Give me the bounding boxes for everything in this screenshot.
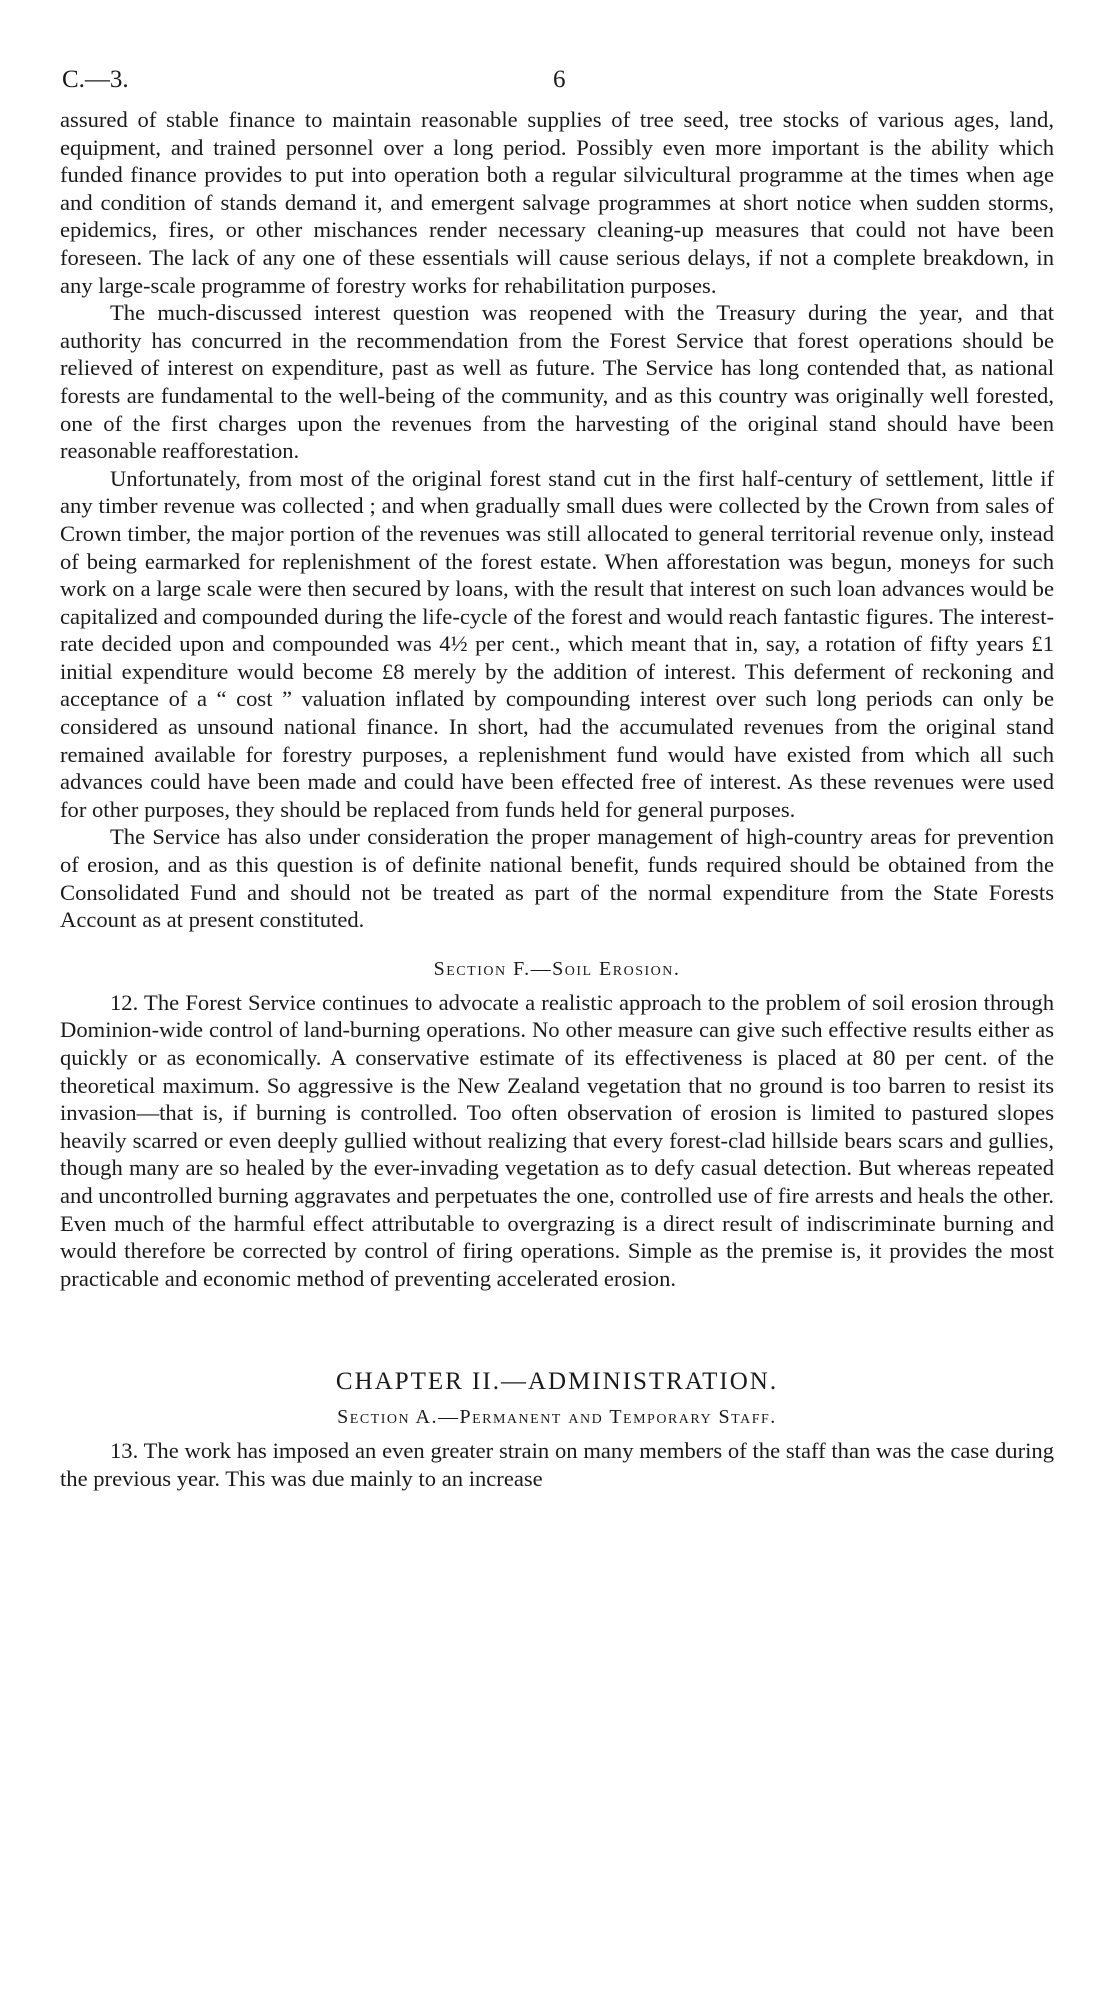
page-header [60, 66, 1054, 106]
document-reference: C.—3. [62, 66, 129, 93]
body-paragraph-continued: assured of stable finance to maintain reasonable supplies of tree seed, tree stocks of various ages, land, equipment, and trained personnel over a long period. Possibly even more important is the ability which funded finance provides to put into operation both a regular silvicultural programme at the times when age and condition of stands demand it, and emergent salvage programmes at short notice when sudden storms, epidemics, fires, or other mischances render necessary cleaning-up measures that could not have been foreseen. The lack of any one of these essentials will cause serious delays, if not a complete breakdown, in any large-scale programme of forestry works for rehabilitation purposes. [60, 107, 1054, 298]
page-number: 6 [553, 66, 566, 93]
chapter-2-heading: CHAPTER II.—ADMINISTRATION. [335, 1368, 779, 1396]
body-paragraph-12: 12. The Forest Service continues to advocate a realistic approach to the problem of soil erosion through Dominion-wide control of land-burning operations. No other measure can give such effective results either as quickly or as economically. A conservative estimate of its effectiveness is placed at 80 per cent. of the theoretical maximum. So aggressive is the New Zealand vegetation that no ground is too barren to resist its invasion—that is, if burning is controlled. Too often observation of erosion is limited to pastured slopes heavily scarred or even deeply gullied without realizing that every forest-clad hillside bears scars and gullies, though many are so healed by the ever-invading vegetation as to defy casual detection. But whereas repeated and uncontrolled burning aggravates and perpetuates the one, controlled use of fire arrests and heals the other. Even much of the harmful effect attributable to overgrazing is a direct result of indiscriminate burning and would therefore be corrected by control of firing operations. Simple as the premise is, it provides the most practicable and economic method of preventing accelerated erosion. [60, 989, 1054, 1291]
body-paragraph-unfortunately: Unfortunately, from most of the original forest stand cut in the first half-century of settlement, little if any timber revenue was collected ; and when gradually small dues were collected by the Crown from sales of Crown timber, the major portion of the revenues was still allocated to general territorial revenue only, instead of being earmarked for replenishment of the forest estate. When afforestation was begun, moneys for such work on a large scale were then secured by loans, with the result that interest on such loan advances would be capitalized and compounded during the life-cycle of the forest and would reach fantastic figures. The interest-rate decided upon and compounded was 4½ per cent., which meant that in, say, a rotation of fifty years £1 initial expenditure would become £8 merely by the addition of interest. This deferment of reckoning and acceptance of a “ cost ” valuation inflated by compounding interest over such long periods can only be considered as unsound national finance. In short, had the accumulated revenues from the original stand remained available for forestry purposes, a replenishment fund would have existed from which all such advances could have been made and could have been effected free of interest. As these revenues were used for other purposes, they should be replaced from funds held for general purposes. [60, 465, 1054, 822]
body-paragraph-high-country: The Service has also under consideration the proper management of high-country areas for prevention of erosion, and as this question is of definite national benefit, funds required should be obtained from the Consolidated Fund and should not be treated as part of the normal expenditure from the State Forests Account as at present constituted. [60, 824, 1054, 933]
body-paragraph-interest-question: The much-discussed interest question was reopened with the Treasury during the year, and that authority has concurred in the recommendation from the Forest Service that forest operations should be relieved of interest on expenditure, past as well as future. The Service has long contended that, as national forests are fundamental to the well-being of the community, and as this country was originally well forested, one of the first charges upon the revenues from the harvesting of the original stand should have been reasonable reafforestation. [60, 300, 1054, 464]
section-f-heading: Section F.—Soil Erosion. [433, 957, 681, 980]
section-a-heading: Section A.—Permanent and Temporary Staff. [337, 1406, 777, 1429]
body-paragraph-13: 13. The work has imposed an even greater strain on many members of the staff than was the case during the previous year. This was due mainly to an increase [60, 1438, 1054, 1491]
